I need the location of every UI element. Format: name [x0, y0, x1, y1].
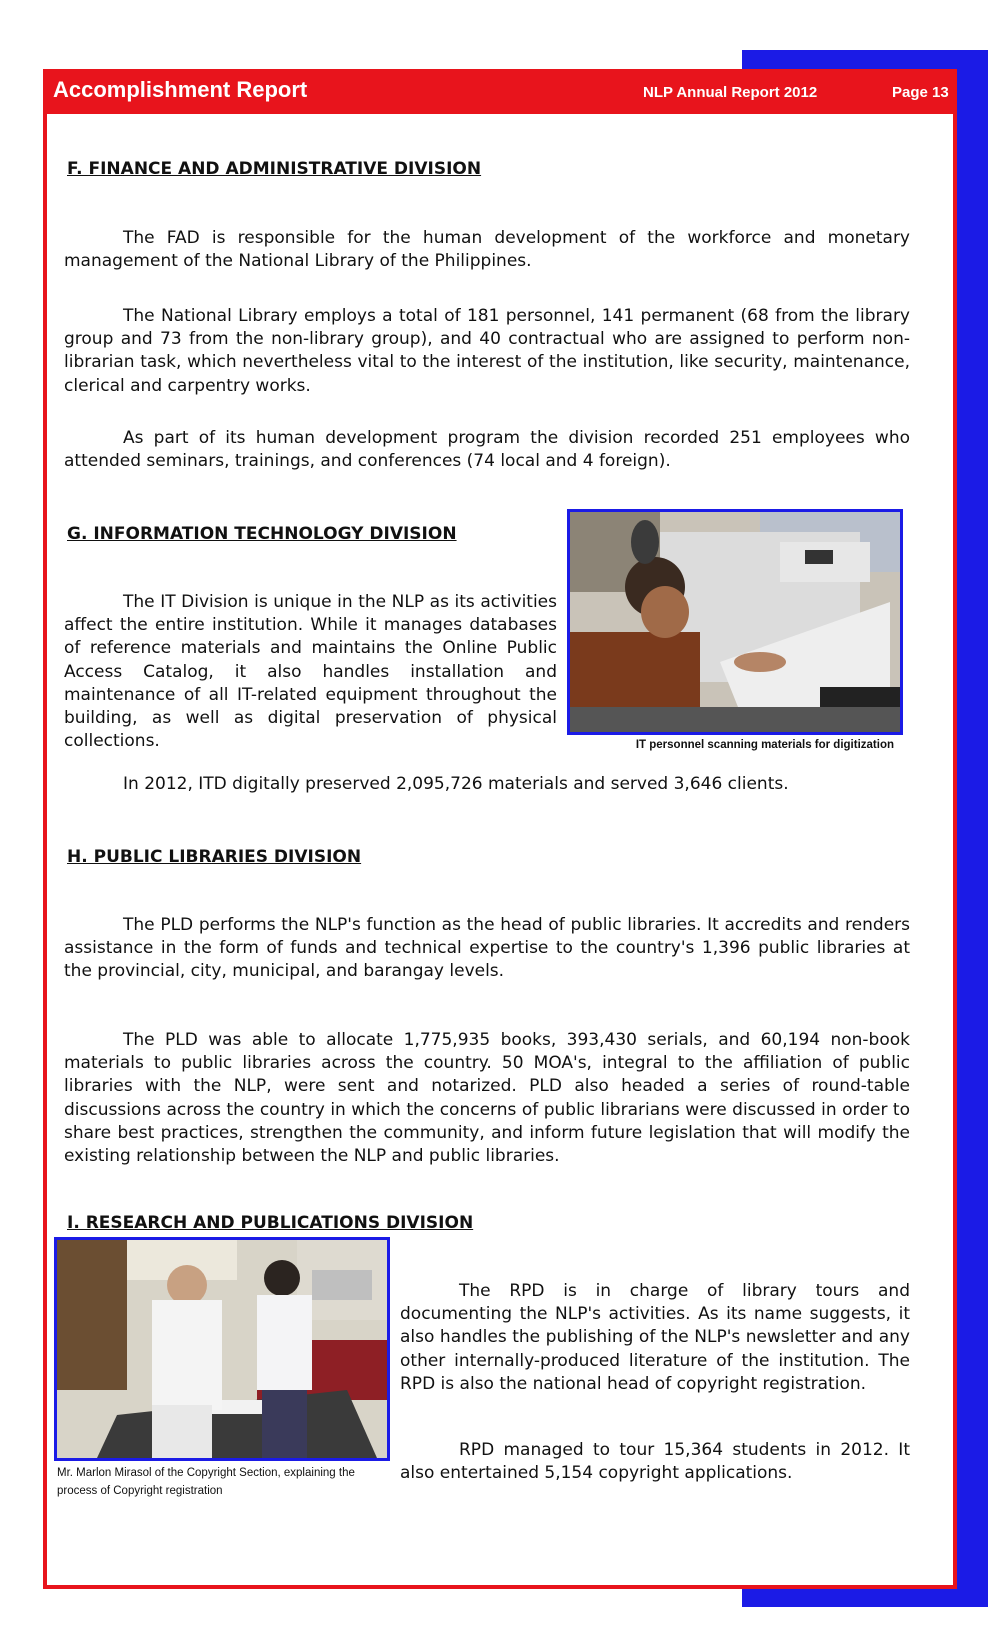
- report-name: NLP Annual Report 2012: [643, 84, 818, 101]
- rpd-paragraph-2: RPD managed to tour 15,364 students in 2012. It also entertained 5,154 copyright applications.: [400, 1440, 910, 1484]
- copyright-illustration: [57, 1240, 387, 1458]
- header-title: Accomplishment Report: [53, 77, 308, 102]
- pld-paragraph-2: The PLD was able to allocate 1,775,935 books, 393,430 serials, and 60,194 non-book materials to public libraries across the country. 50 MOA's, integral to the affiliation of public libraries with the NLP, were sent and notarized. PLD also headed a series of round-table discussions across the country in which the concerns of public librarians were discussed in order to share best practices, strengthen the community, and inform future legislation that will modify the existing relationship between the NLP and public libraries.: [64, 1030, 910, 1167]
- rpd-photo-caption: Mr. Marlon Mirasol of the Copyright Section, explaining the process of Copyright registration: [57, 1467, 355, 1497]
- pld-heading: H. PUBLIC LIBRARIES DIVISION: [67, 847, 362, 867]
- rpd-copyright-photo: [54, 1237, 390, 1461]
- it-paragraph-2: In 2012, ITD digitally preserved 2,095,726 materials and served 3,646 clients.: [123, 774, 789, 794]
- scanning-illustration: [570, 512, 900, 732]
- pld-paragraph-1: The PLD performs the NLP's function as the head of public libraries. It accredits and renders assistance in the form of funds and technical expertise to the country's 1,396 public libraries at the provincial, city, municipal, and barangay levels.: [64, 915, 910, 982]
- page-number: Page 13: [892, 84, 949, 101]
- page-header: [47, 73, 953, 114]
- it-paragraph-1: The IT Division is unique in the NLP as its activities affect the entire institution. While it manages databases of reference materials and maintains the Online Public Access Catalog, it also handles installation and maintenance of all IT-related equipment throughout the building, as well as digital preservation of physical collections.: [64, 592, 557, 752]
- it-scanning-photo: [567, 509, 903, 735]
- page-frame: [43, 69, 957, 1589]
- finance-heading: F. FINANCE AND ADMINISTRATIVE DIVISION: [67, 159, 482, 179]
- finance-paragraph-3: As part of its human development program the division recorded 251 employees who attended seminars, trainings, and conferences (74 local and 4 foreign).: [64, 428, 910, 472]
- it-photo-caption: IT personnel scanning materials for digitization: [635, 739, 894, 751]
- finance-paragraph-1: The FAD is responsible for the human development of the workforce and monetary management of the National Library of the Philippines.: [64, 228, 910, 272]
- rpd-heading: I. RESEARCH AND PUBLICATIONS DIVISION: [67, 1213, 474, 1233]
- rpd-paragraph-1: The RPD is in charge of library tours and documenting the NLP's activities. As its name suggests, it also handles the publishing of the NLP's newsletter and any other internally-produced literature of the institution. The RPD is also the national head of copyright registration.: [400, 1281, 910, 1394]
- finance-paragraph-2: The National Library employs a total of 181 personnel, 141 permanent (68 from the library group and 73 from the non-library group), and 40 contractual who are assigned to perform non-librarian task, which nevertheless vital to the interest of the institution, like security, maintenance, clerical and carpentry works.: [64, 306, 910, 396]
- it-heading: G. INFORMATION TECHNOLOGY DIVISION: [67, 524, 457, 544]
